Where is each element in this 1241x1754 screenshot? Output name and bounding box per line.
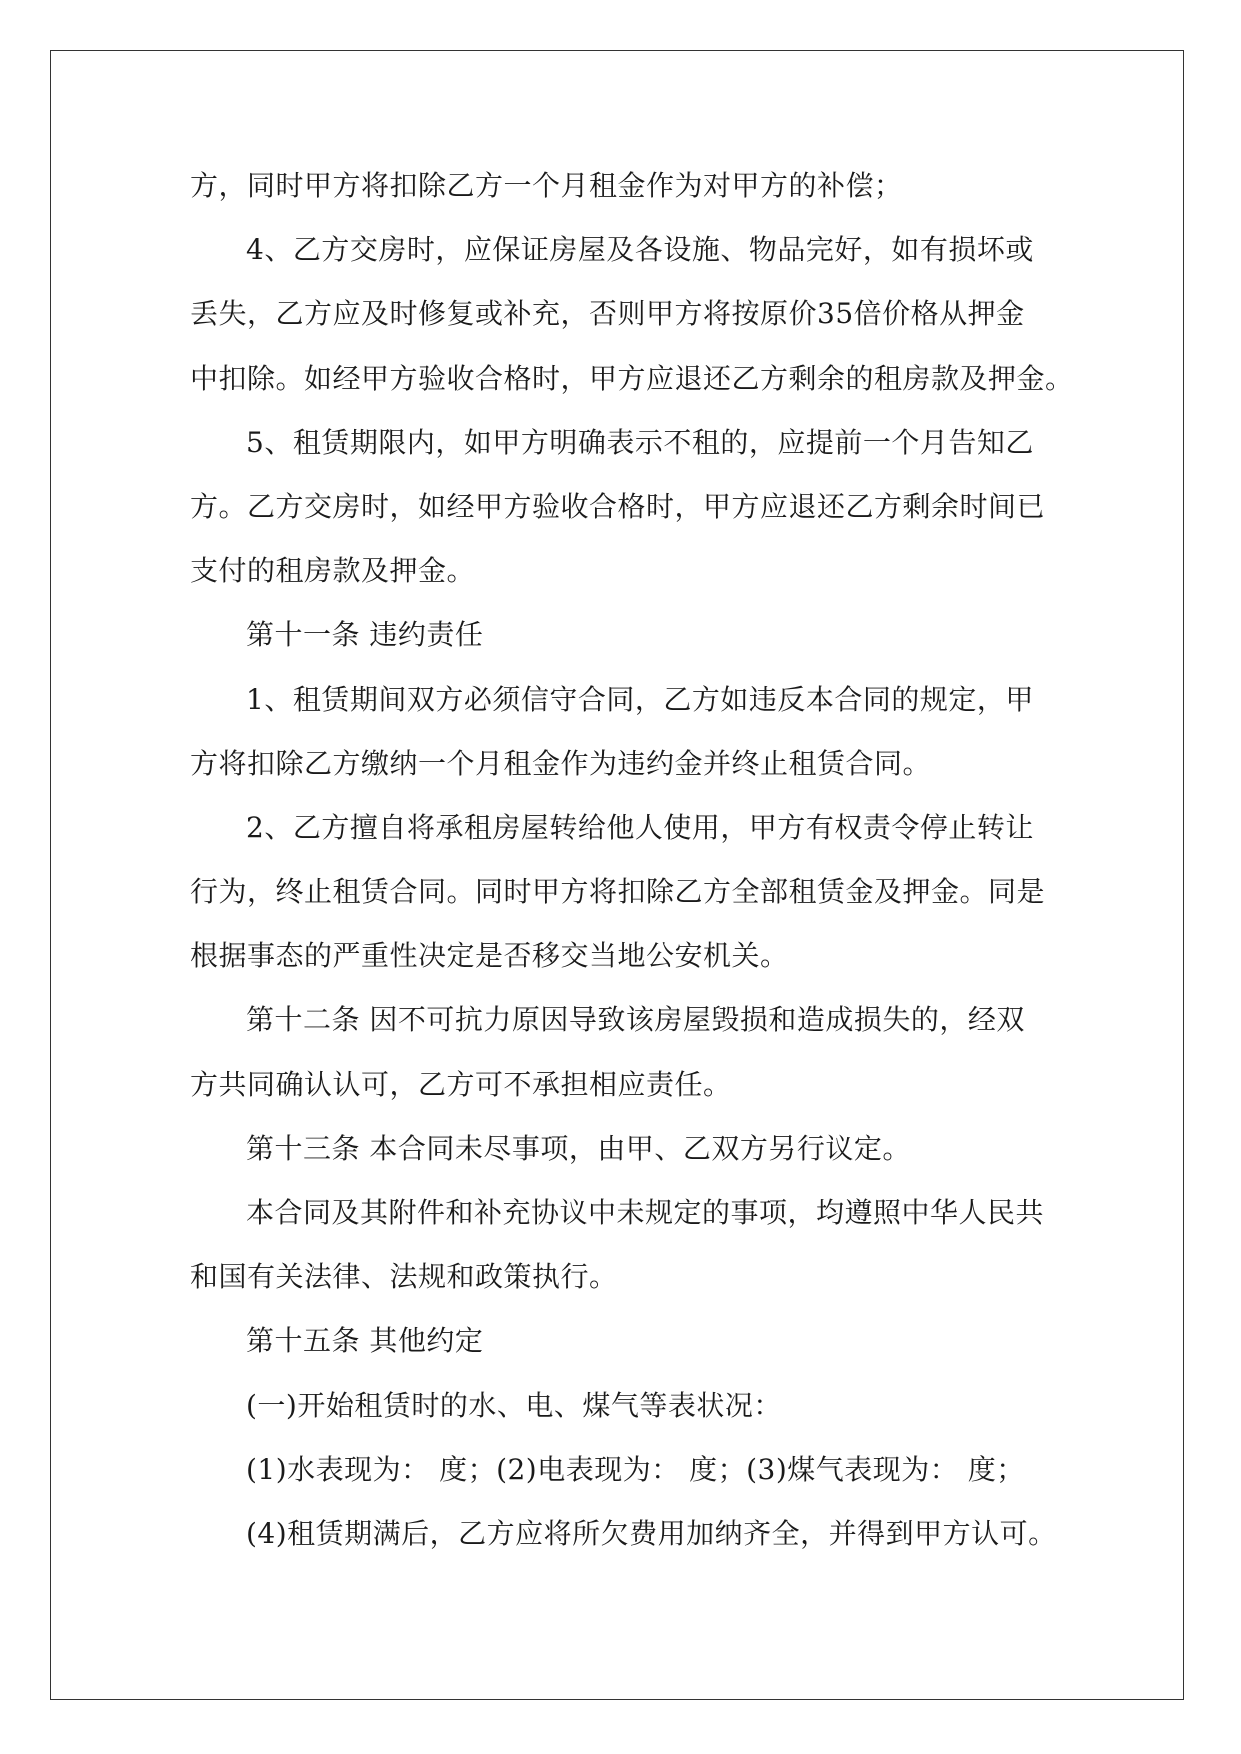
- text-line: (1)水表现为： 度；(2)电表现为： 度；(3)煤气表现为： 度；: [246, 1452, 1025, 1486]
- text-line: 方共同确认认可，乙方可不承担相应责任。: [190, 1067, 732, 1101]
- text-line: 本合同及其附件和补充协议中未规定的事项，均遵照中华人民共: [246, 1196, 1045, 1229]
- text-line: 5、租赁期限内，如甲方明确表示不租的，应提前一个月告知乙: [246, 425, 1034, 459]
- text-line: 2、乙方擅自将承租房屋转给他人使用，甲方有权责令停止转让: [246, 810, 1034, 844]
- text-line: (一)开始租赁时的水、电、煤气等表状况：: [246, 1388, 782, 1422]
- text-line: 1、租赁期间双方必须信守合同，乙方如违反本合同的规定，甲: [246, 682, 1034, 716]
- text-line: 方。乙方交房时，如经甲方验收合格时，甲方应退还乙方剩余时间已: [190, 489, 1046, 523]
- text-line: 中扣除。如经甲方验收合格时，甲方应退还乙方剩余的租房款及押金。: [190, 361, 1074, 395]
- text-line: 支付的租房款及押金。: [190, 554, 476, 588]
- text-line: 方，同时甲方将扣除乙方一个月租金作为对甲方的补偿；: [190, 169, 903, 202]
- text-line: 第十二条 因不可抗力原因导致该房屋毁损和造成损失的，经双: [246, 1003, 1025, 1037]
- text-line: 第十一条 违约责任: [246, 618, 484, 652]
- text-line: (4)租赁期满后，乙方应将所欠费用加纳齐全，并得到甲方认可。: [246, 1516, 1057, 1550]
- text-line: 根据事态的严重性决定是否移交当地公安机关。: [190, 939, 789, 973]
- text-line: 第十五条 其他约定: [246, 1324, 484, 1358]
- text-line: 和国有关法律、法规和政策执行。: [190, 1260, 618, 1294]
- text-line: 行为，终止租赁合同。同时甲方将扣除乙方全部租赁金及押金。同是: [190, 875, 1046, 909]
- text-line: 丢失，乙方应及时修复或补充，否则甲方将按原价35倍价格从押金: [190, 297, 1025, 331]
- text-line: 方将扣除乙方缴纳一个月租金作为违约金并终止租赁合同。: [190, 746, 932, 780]
- text-line: 第十三条 本合同未尽事项，由甲、乙双方另行议定。: [246, 1131, 911, 1165]
- text-line: 4、乙方交房时，应保证房屋及各设施、物品完好，如有损坏或: [246, 233, 1034, 267]
- document-body: [190, 154, 1074, 1566]
